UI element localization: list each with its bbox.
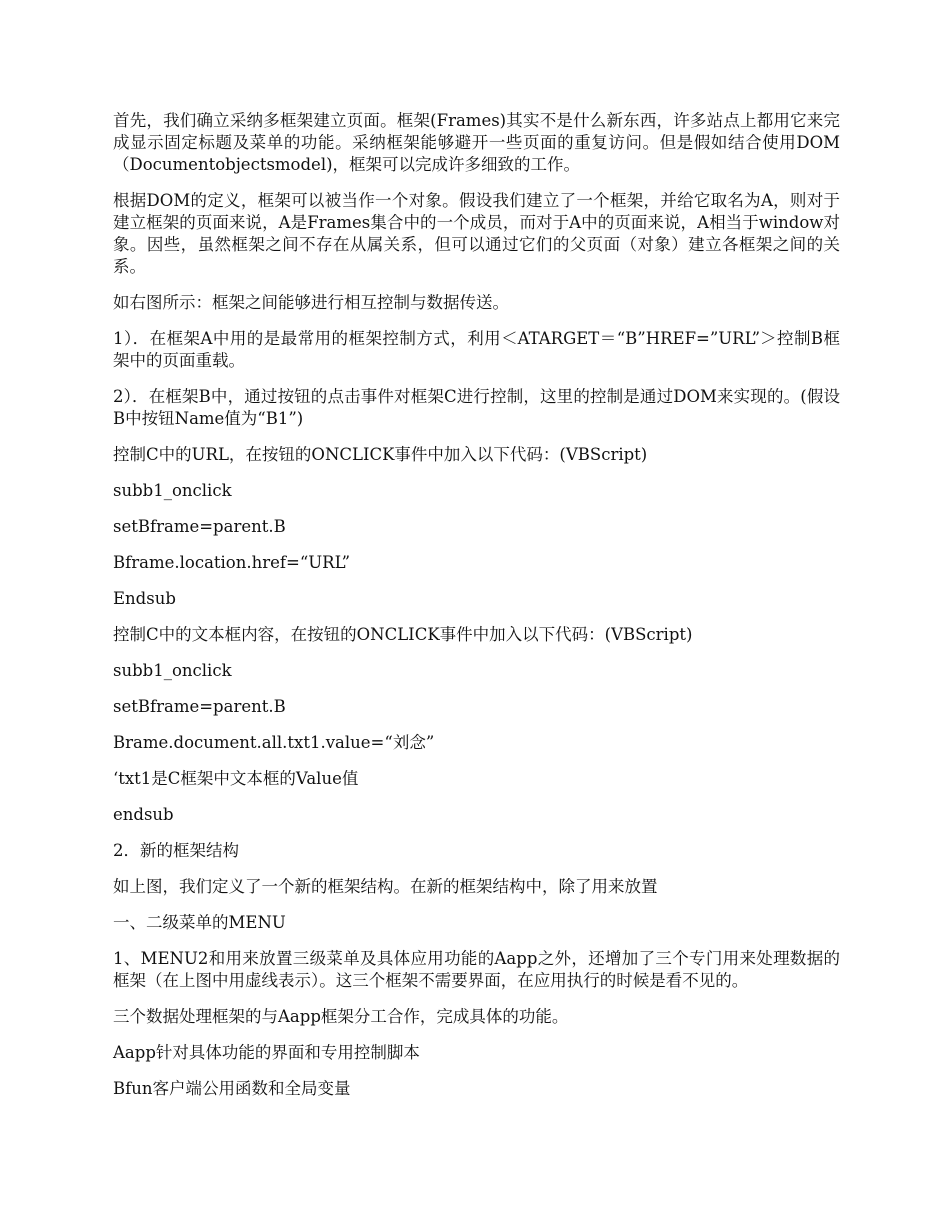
paragraph-cooperation: 三个数据处理框架的与Aapp框架分工合作，完成具体的功能。	[113, 1007, 569, 1026]
code-line-href: Bframe.location.href=“URL”	[113, 553, 351, 572]
code-line-value: Brame.document.all.txt1.value=“刘念”	[113, 733, 435, 752]
paragraph-bfun: Bfun客户端公用函数和全局变量	[113, 1079, 351, 1098]
paragraph-aapp: Aapp针对具体功能的界面和专用控制脚本	[113, 1043, 420, 1062]
paragraph-intro: 首先，我们确立采纳多框架建立页面。框架(Frames)其实不是什么新东西，许多站点上都用它来完成显示固定标题及菜单的功能。采纳框架能够避开一些页面的重复访问。但是假如结合使用DOM（Documentobjectsmodel)，框架可以完成许多细致的工作。	[113, 111, 840, 174]
section-heading: 2．新的框架结构	[113, 841, 239, 860]
code-line-sub: subb1_onclick	[113, 481, 232, 500]
document-body	[113, 110, 840, 1114]
code-line-set: setBframe=parent.B	[113, 517, 286, 536]
code-line-endsub-2: endsub	[113, 805, 174, 824]
paragraph-control-textbox: 控制C中的文本框内容，在按钮的ONCLICK事件中加入以下代码：(VBScript)	[113, 625, 693, 644]
code-line-sub-2: subb1_onclick	[113, 661, 232, 680]
code-line-set-2: setBframe=parent.B	[113, 697, 286, 716]
paragraph-step-2: 2）．在框架B中，通过按钮的点击事件对框架C进行控制，这里的控制是通过DOM来实现的。(假设B中按钮Name值为“B1”)	[113, 387, 840, 428]
paragraph-dom-definition: 根据DOM的定义，框架可以被当作一个对象。假设我们建立了一个框架，并给它取名为A，则对于建立框架的页面来说，A是Frames集合中的一个成员，而对于A中的页面来说，A相当于window对象。因些，虽然框架之间不存在从属关系，但可以通过它们的父页面（对象）建立各框架之间的关系。	[113, 191, 840, 276]
paragraph-menu: 一、二级菜单的MENU	[113, 913, 286, 932]
paragraph-step-1: 1）．在框架A中用的是最常用的框架控制方式，利用＜ATARGET＝“B”HREF=”URL”＞控制B框架中的页面重载。	[113, 329, 840, 370]
paragraph-new-structure: 如上图，我们定义了一个新的框架结构。在新的框架结构中，除了用来放置	[113, 877, 658, 896]
code-comment: ‘txt1是C框架中文本框的Value值	[113, 769, 359, 788]
code-line-endsub: Endsub	[113, 589, 176, 608]
paragraph-menu2: 1、MENU2和用来放置三级菜单及具体应用功能的Aapp之外，还增加了三个专门用来处理数据的框架（在上图中用虚线表示）。这三个框架不需要界面，在应用执行的时候是看不见的。	[113, 949, 840, 990]
paragraph-control-url: 控制C中的URL，在按钮的ONCLICK事件中加入以下代码：(VBScript)	[113, 445, 648, 464]
paragraph-figure-note: 如右图所示：框架之间能够进行相互控制与数据传送。	[113, 293, 509, 312]
